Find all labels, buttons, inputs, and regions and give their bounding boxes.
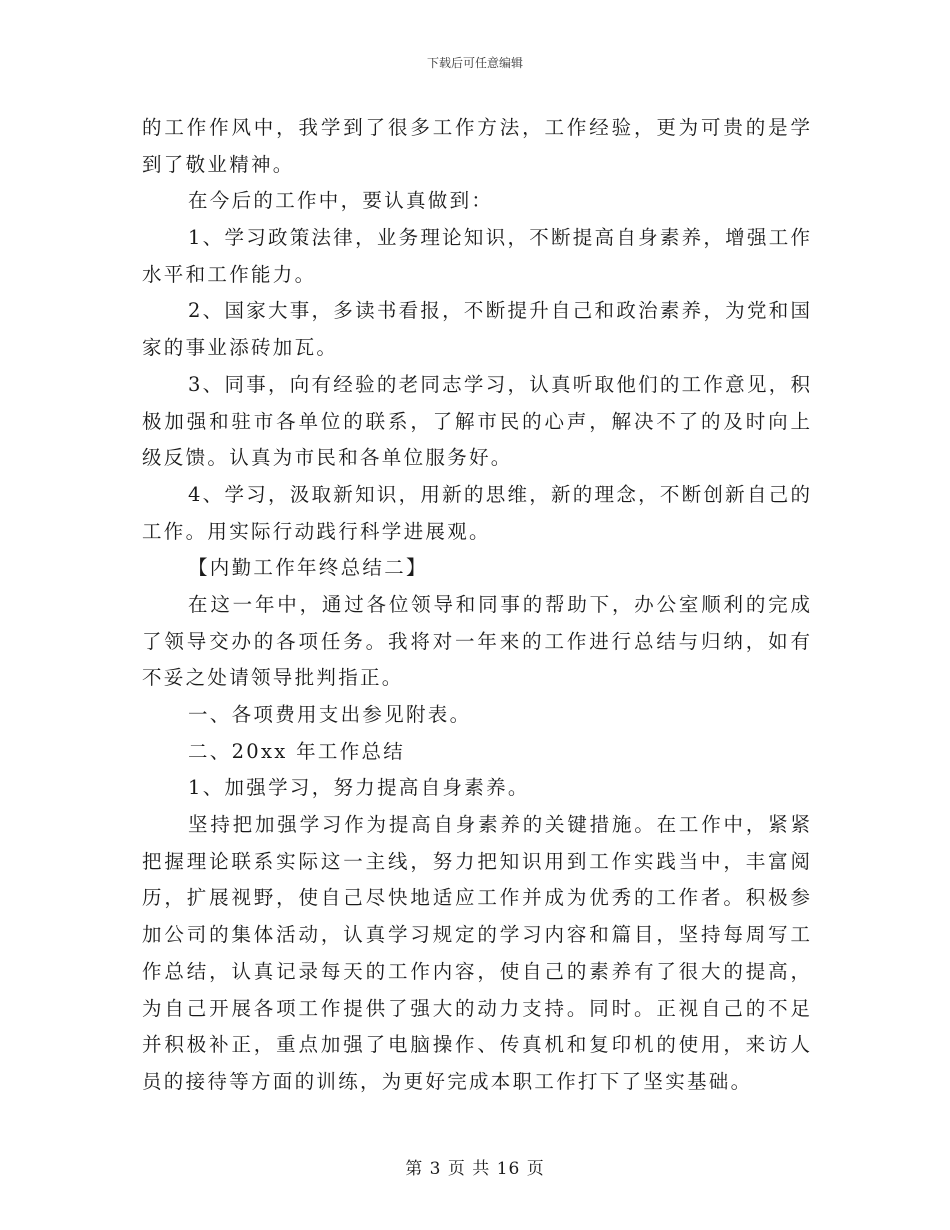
text-line: 家的事业添砖加瓦。: [142, 336, 339, 360]
text-line: 员的接待等方面的训练，为更好完成本职工作打下了坚实基础。: [142, 1069, 753, 1093]
document-body: [142, 110, 810, 1101]
text-line: 把握理论联系实际这一主线，努力把知识用到工作实践当中，丰富阅: [142, 849, 810, 873]
text-line: 2、国家大事，多读书看报，不断提升自己和政治素养，为党和国: [188, 299, 810, 323]
text-line: 到了敬业精神。: [142, 152, 295, 176]
text-line: 1、加强学习，努力提高自身素养。: [188, 776, 530, 800]
text-line: 1、学习政策法律，业务理论知识，不断提高自身素养，增强工作: [188, 226, 810, 250]
text-line: 历，扩展视野，使自己尽快地适应工作并成为优秀的工作者。积极参: [142, 886, 810, 910]
text-line: 【内勤工作年终总结二】: [188, 556, 428, 580]
text-line: 4、学习，汲取新知识，用新的思维，新的理念，不断创新自己的: [188, 482, 810, 506]
text-line: 水平和工作能力。: [142, 262, 317, 286]
text-line: 为自己开展各项工作提供了强大的动力支持。同时。正视自己的不足: [142, 996, 810, 1020]
text-line: 坚持把加强学习作为提高自身素养的关键措施。在工作中，紧紧: [188, 813, 810, 837]
text-line: 在今后的工作中，要认真做到：: [188, 189, 494, 213]
text-line: 的工作作风中，我学到了很多工作方法，工作经验，更为可贵的是学: [142, 116, 810, 139]
text-line: 不妥之处请领导批判指正。: [142, 666, 404, 690]
text-line: 加公司的集体活动，认真学习规定的学习内容和篇目，坚持每周写工: [142, 923, 810, 947]
page-header: 下载后可任意编辑: [426, 56, 523, 70]
text-line: 工作。用实际行动践行科学进展观。: [142, 519, 491, 543]
text-line: 级反馈。认真为市民和各单位服务好。: [142, 446, 513, 470]
text-line: 一、各项费用支出参见附表。: [188, 703, 472, 726]
text-line: 极加强和驻市各单位的联系，了解市民的心声，解决不了的及时向上: [142, 409, 810, 433]
text-line: 在这一年中，通过各位领导和同事的帮助下，办公室顺利的完成: [188, 592, 810, 616]
text-line: 了领导交办的各项任务。我将对一年来的工作进行总结与归纳，如有: [142, 629, 810, 653]
text-line: 二、20xx 年工作总结: [188, 739, 406, 763]
text-line: 3、同事，向有经验的老同志学习，认真听取他们的工作意见，积: [188, 372, 810, 396]
text-line: 并积极补正，重点加强了电脑操作、传真机和复印机的使用，来访人: [142, 1033, 810, 1057]
text-line: 作总结，认真记录每天的工作内容，使自己的素养有了很大的提高，: [142, 959, 810, 983]
page-number: 第 3 页 共 16 页: [405, 1159, 545, 1179]
